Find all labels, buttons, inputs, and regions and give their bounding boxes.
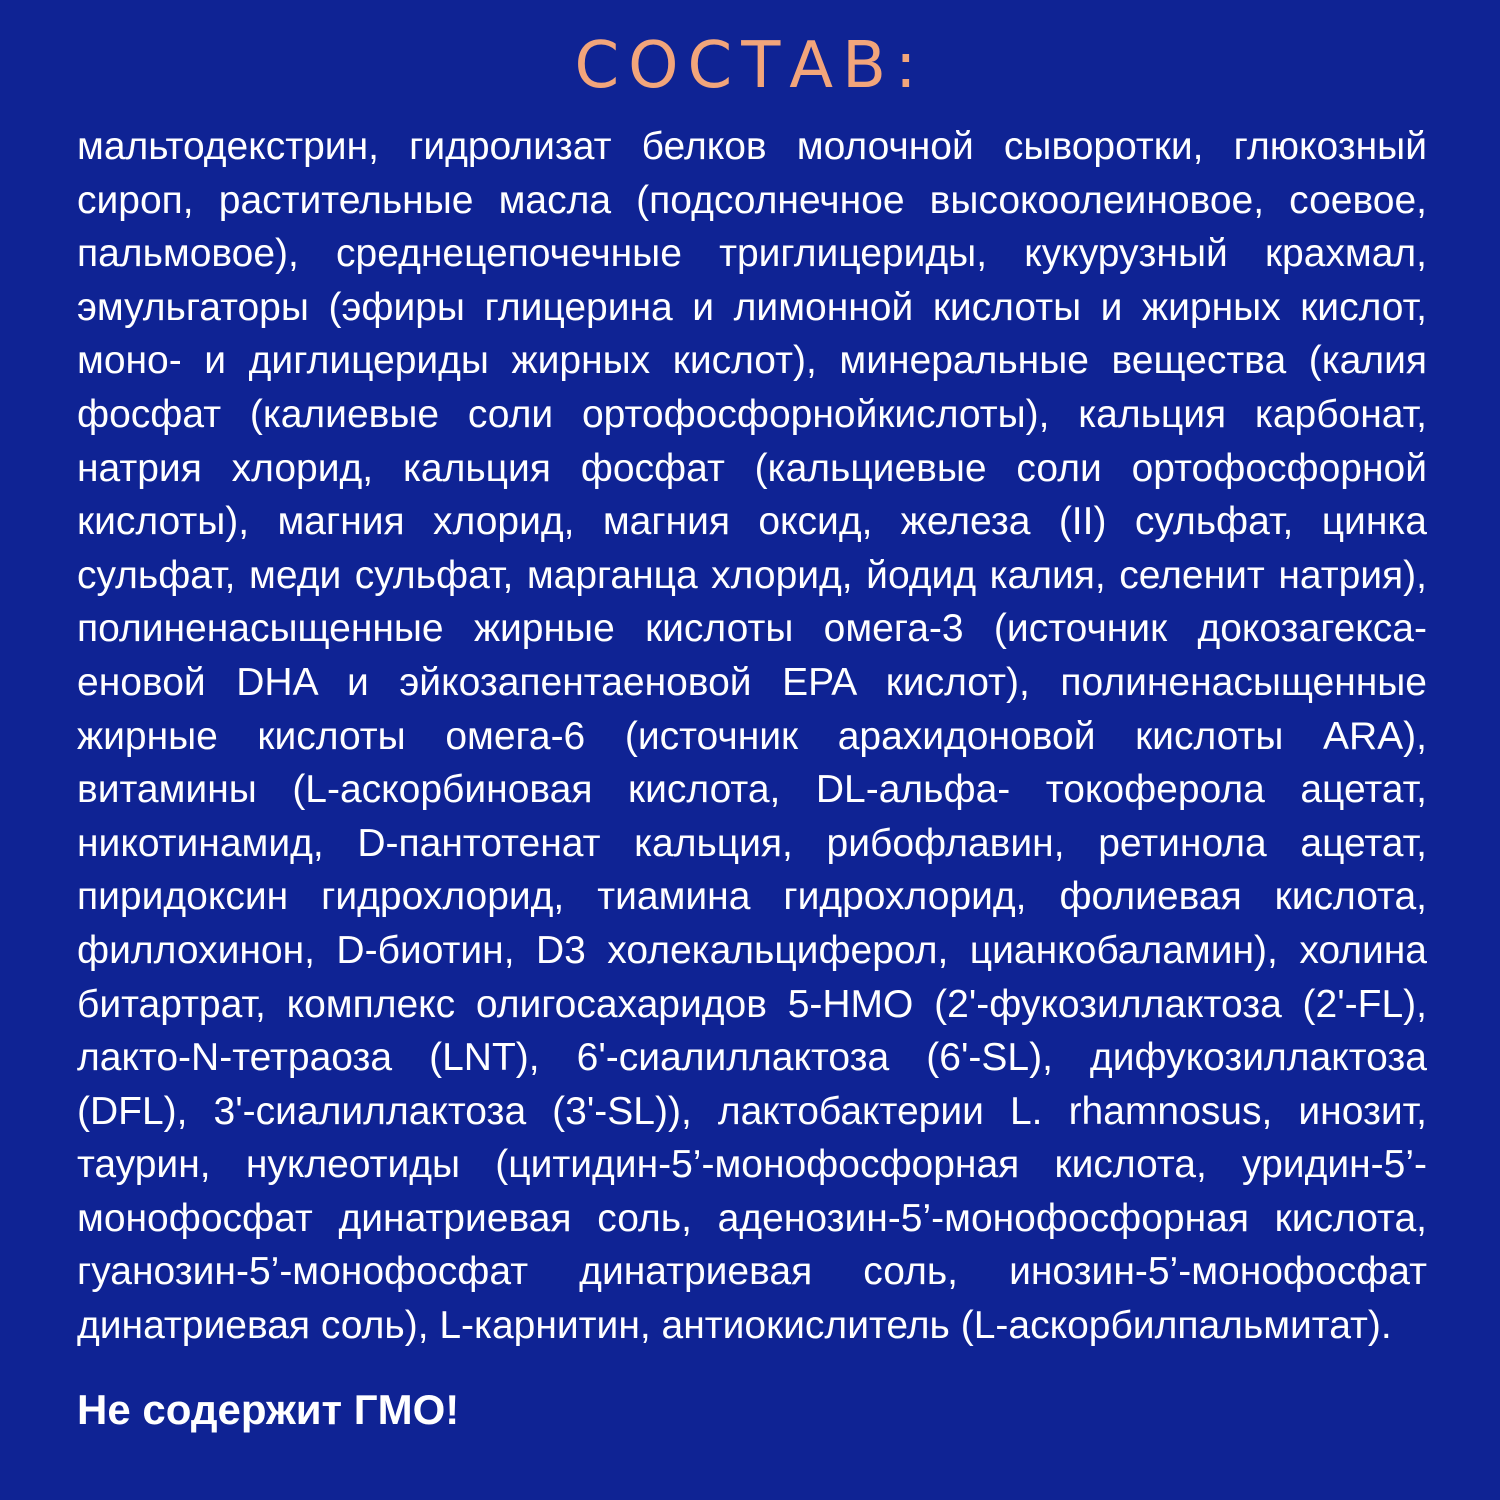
gmo-free-note: Не содержит ГМО!: [77, 1386, 460, 1433]
ingredient-line: натрия хлорид, кальция фосфат (кальциевые соли ортофосфорной: [77, 446, 1427, 490]
ingredient-line: динатриевая соль), L-карнитин, антиокислитель (L-аскорбилпальмитат).: [77, 1304, 1392, 1348]
ingredient-line: (DFL), 3'-сиалиллактоза (3'-SL)), лактобактерии L. rhamnosus, инозит,: [77, 1089, 1427, 1133]
ingredient-line: моно- и диглицериды жирных кислот), минеральные вещества (калия: [77, 339, 1427, 383]
ingredient-line: фосфат (калиевые соли ортофосфорнойкислоты), кальция карбонат,: [77, 392, 1427, 436]
ingredient-line: никотинамид, D-пантотенат кальция, рибофлавин, ретинола ацетат,: [77, 821, 1427, 865]
ingredient-line: полиненасыщенные жирные кислоты омега-3 (источник докозагекса-: [77, 607, 1427, 651]
ingredient-line: витамины (L-аскорбиновая кислота, DL-альфа- токоферола ацетат,: [77, 768, 1427, 812]
ingredient-line: монофосфат динатриевая соль, аденозин-5’-монофосфорная кислота,: [77, 1196, 1427, 1240]
ingredient-line: еновой DHA и эйкозапентаеновой EPA кислот), полиненасыщенные: [77, 660, 1427, 704]
ingredient-line: жирные кислоты омега-6 (источник арахидоновой кислоты ARA),: [77, 714, 1427, 758]
ingredient-line: гуанозин-5’-монофосфат динатриевая соль, инозин-5’-монофосфат: [77, 1250, 1427, 1294]
ingredient-line: мальтодекстрин, гидролизат белков молочной сыворотки, глюкозный: [77, 125, 1427, 168]
ingredient-line: эмульгаторы (эфиры глицерина и лимонной кислоты и жирных кислот,: [77, 285, 1427, 329]
ingredient-line: таурин, нуклеотиды (цитидин-5’-монофосфорная кислота, уридин-5’-: [77, 1143, 1427, 1187]
ingredient-line: битартрат, комплекс олигосахаридов 5-HMO (2'-фукозиллактоза (2'-FL),: [77, 982, 1427, 1026]
ingredient-line: кислоты), магния хлорид, магния оксид, железа (II) сульфат, цинка: [77, 500, 1427, 544]
ingredient-line: сироп, растительные масла (подсолнечное высокоолеиновое, соевое,: [77, 178, 1427, 222]
ingredient-line: пальмовое), среднецепочечные триглицериды, кукурузный крахмал,: [77, 232, 1427, 276]
ingredient-line: пиридоксин гидрохлорид, тиамина гидрохлорид, фолиевая кислота,: [77, 875, 1427, 919]
ingredient-line: сульфат, меди сульфат, марганца хлорид, йодид калия, селенит натрия),: [77, 553, 1427, 597]
ingredient-line: лакто-N-тетраоза (LNT), 6'-сиалиллактоза (6'-SL), дифукозиллактоза: [77, 1036, 1427, 1080]
page-title: СОСТАВ:: [574, 29, 926, 103]
ingredient-line: филлохинон, D-биотин, D3 холекальциферол, цианкобаламин), холина: [77, 928, 1427, 972]
ingredients-text: [77, 120, 1427, 1353]
